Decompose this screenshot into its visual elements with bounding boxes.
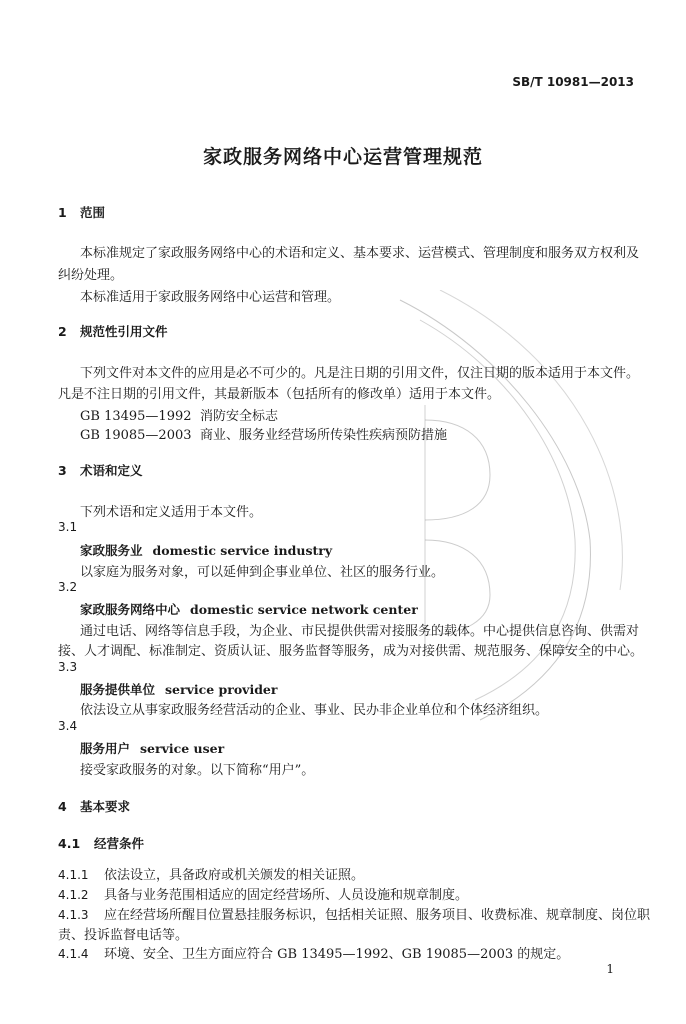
term-definition: 以家庭为服务对象，可以延伸到企事业单位、社区的服务行业。 [80, 565, 445, 580]
section-number: 1 [58, 205, 67, 220]
reference-code: GB 19085—2003 [80, 428, 192, 443]
paragraph-line: 本标准适用于家政服务网络中心运营和管理。 [80, 290, 341, 305]
clause-continuation: 责、投诉监督电话等。 [58, 928, 189, 943]
reference-item [80, 405, 278, 424]
section-title: 规范性引用文件 [80, 324, 168, 339]
subsection-4-1-heading [58, 834, 144, 852]
clause-text: 应在经营场所醒目位置悬挂服务标识，包括相关证照、服务项目、收费标准、规章制度、岗位职 [104, 908, 651, 923]
section-title: 经营条件 [94, 836, 145, 851]
clause [58, 943, 569, 962]
term-definition: 接、人才调配、标准制定、资质认证、服务监督等服务，成为对接供需、规范服务、保障安全的中心。 [58, 644, 644, 659]
term-number: 3.4 [58, 719, 78, 733]
term-title [80, 680, 277, 698]
page-number: 1 [606, 962, 614, 976]
term-definition: 依法设立从事家政服务经营活动的企业、事业、民办非企业单位和个体经济组织。 [80, 703, 549, 718]
clause-number: 4.1.2 [58, 888, 89, 902]
page-title: 家政服务网络中心运营管理规范 [202, 146, 483, 168]
term-number: 3.1 [58, 520, 78, 534]
section-number: 3 [58, 463, 67, 478]
term-en: domestic service network center [190, 602, 418, 617]
term-en: service provider [165, 682, 278, 697]
term-cn: 服务提供单位 [80, 682, 156, 697]
section-2-heading [58, 322, 168, 340]
section-4-heading [58, 797, 130, 815]
section-title: 范围 [80, 205, 106, 220]
reference-code: GB 13495—1992 [80, 409, 192, 424]
clause-text: 环境、安全、卫生方面应符合 GB 13495—1992、GB 19085—2003 的规定。 [104, 947, 570, 962]
clause [58, 864, 364, 883]
term-en: domestic service industry [152, 543, 333, 558]
term-cn: 服务用户 [80, 741, 131, 756]
section-title: 基本要求 [80, 799, 131, 814]
paragraph-line: 本标准规定了家政服务网络中心的术语和定义、基本要求、运营模式、管理制度和服务双方权利及 [80, 246, 640, 261]
clause [58, 884, 468, 903]
section-number: 4 [58, 799, 67, 814]
clause-number: 4.1.4 [58, 947, 89, 961]
seal-watermark [380, 290, 640, 730]
section-1-heading [58, 203, 105, 221]
term-title [80, 739, 224, 757]
paragraph-line: 下列文件对本文件的应用是必不可少的。凡是注日期的引用文件，仅注日期的版本适用于本文件。 [80, 366, 640, 381]
term-cn: 家政服务网络中心 [80, 602, 181, 617]
clause-text: 依法设立，具备政府或机关颁发的相关证照。 [104, 868, 365, 883]
clause [58, 904, 650, 923]
paragraph-line: 下列术语和定义适用于本文件。 [80, 505, 263, 520]
section-number: 4.1 [58, 836, 81, 851]
section-3-heading [58, 461, 143, 479]
reference-name: 商业、服务业经营场所传染性疾病预防措施 [200, 428, 448, 443]
term-title [80, 600, 418, 618]
term-number: 3.2 [58, 580, 78, 594]
section-number: 2 [58, 324, 67, 339]
clause-number: 4.1.1 [58, 868, 89, 882]
section-title: 术语和定义 [80, 463, 143, 478]
clause-number: 4.1.3 [58, 908, 89, 922]
standard-code: SB/T 10981—2013 [512, 75, 634, 89]
term-number: 3.3 [58, 660, 78, 674]
paragraph-line: 纠纷处理。 [58, 268, 124, 283]
reference-item [80, 424, 447, 443]
term-cn: 家政服务业 [80, 543, 143, 558]
term-definition: 接受家政服务的对象。以下简称“用户”。 [80, 763, 315, 778]
term-title [80, 541, 332, 559]
paragraph-line: 凡是不注日期的引用文件，其最新版本（包括所有的修改单）适用于本文件。 [58, 387, 501, 402]
term-definition: 通过电话、网络等信息手段，为企业、市民提供供需对接服务的载体。中心提供信息咨询、供需对 [80, 624, 640, 639]
term-en: service user [140, 741, 225, 756]
reference-name: 消防安全标志 [200, 409, 279, 424]
clause-text: 具备与业务范围相适应的固定经营场所、人员设施和规章制度。 [104, 888, 469, 903]
